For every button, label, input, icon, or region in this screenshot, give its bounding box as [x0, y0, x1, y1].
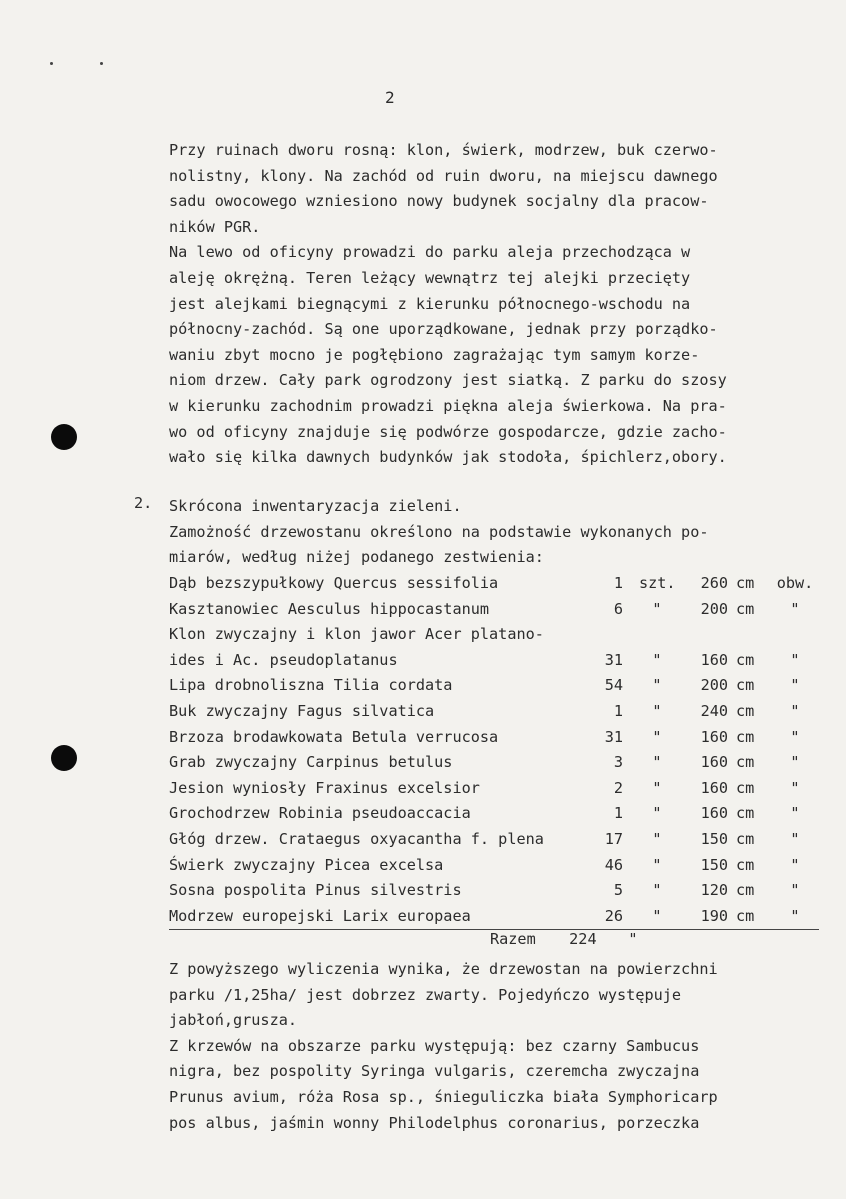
- text-line: waniu zbyt mocno je pogłębiono zagrażając tym samym korze-: [169, 345, 700, 364]
- text-line: niom drzew. Cały park ogrodzony jest siatką. Z parku do szosy: [169, 371, 727, 390]
- girth-unit: cm: [736, 727, 755, 746]
- tree-count: 54: [604, 676, 623, 695]
- girth-value: 160: [700, 650, 728, 669]
- girth-value: 160: [700, 804, 728, 823]
- species-name: Dąb bezszypułkowy Quercus sessifolia: [169, 574, 499, 592]
- count-unit: ": [652, 676, 662, 695]
- girth-suffix: ": [790, 650, 800, 669]
- girth-value: 160: [700, 727, 728, 746]
- girth-unit: cm: [736, 753, 755, 772]
- girth-value: 200: [700, 676, 728, 695]
- section-title: Skrócona inwentaryzacja zieleni.: [169, 497, 462, 515]
- table-row: [169, 827, 819, 853]
- text-line: w kierunku zachodnim prowadzi piękna aleja świerkowa. Na pra-: [169, 396, 727, 415]
- girth-suffix: ": [790, 804, 800, 823]
- count-unit: ": [652, 753, 662, 772]
- girth-unit: cm: [736, 829, 755, 848]
- text-line: Przy ruinach dworu rosną: klon, świerk, modrzew, buk czerwo-: [169, 141, 718, 159]
- inventory-table: [169, 571, 819, 930]
- girth-value: 200: [700, 599, 728, 618]
- girth-value: 160: [700, 778, 728, 797]
- girth-suffix: ": [790, 881, 800, 900]
- paper-speck: [50, 62, 53, 65]
- text-line: sadu owocowego wzniesiono nowy budynek socjalny dla pracow-: [169, 192, 709, 211]
- text-line: nigra, bez pospolity Syringa vulgaris, czeremcha zwyczajna: [169, 1062, 700, 1081]
- table-row: [169, 699, 819, 725]
- species-name: Jesion wyniosły Fraxinus excelsior: [169, 778, 480, 797]
- text-line: wało się kilka dawnych budynków jak stodoła, śpichlerz,obory.: [169, 448, 727, 467]
- girth-suffix: ": [790, 778, 800, 797]
- section-heading-block: [169, 494, 809, 571]
- girth-value: 260: [700, 574, 728, 592]
- girth-value: 190: [700, 906, 728, 925]
- girth-value: 240: [700, 701, 728, 720]
- girth-unit: cm: [736, 855, 755, 874]
- table-row: [169, 878, 819, 904]
- species-name: ides i Ac. pseudoplatanus: [169, 650, 398, 669]
- table-row: [169, 801, 819, 827]
- section-intro-line-1: Zamożność drzewostanu określono na podstawie wykonanych po-: [169, 522, 709, 541]
- paragraph-estate-description: [169, 138, 809, 471]
- girth-suffix: ": [790, 599, 800, 618]
- text-line: Z powyższego wyliczenia wynika, że drzewostan na powierzchni: [169, 960, 718, 978]
- species-name: Brzoza brodawkowata Betula verrucosa: [169, 727, 499, 746]
- girth-unit: cm: [736, 778, 755, 797]
- count-unit: szt.: [639, 574, 676, 592]
- species-name: Modrzew europejski Larix europaea: [169, 906, 471, 925]
- species-name: Głóg drzew. Crataegus oxyacantha f. plena: [169, 829, 544, 848]
- text-line: Na lewo od oficyny prowadzi do parku aleja przechodząca w: [169, 243, 691, 262]
- girth-unit: cm: [736, 676, 755, 695]
- text-line: pos albus, jaśmin wonny Philodelphus coronarius, porzeczka: [169, 1113, 700, 1132]
- text-line: Z krzewów na obszarze parku występują: bez czarny Sambucus: [169, 1036, 700, 1055]
- girth-unit: cm: [736, 599, 755, 618]
- total-unit: ": [628, 930, 638, 948]
- table-row: [169, 597, 819, 623]
- tree-count: 1: [613, 574, 623, 592]
- total-value: 224: [569, 930, 597, 948]
- girth-value: 120: [700, 881, 728, 900]
- tree-count: 46: [604, 855, 623, 874]
- tree-count: 3: [613, 753, 623, 772]
- paper-speck: [100, 62, 103, 65]
- girth-suffix: obw.: [776, 574, 814, 592]
- species-name: Sosna pospolita Pinus silvestris: [169, 881, 462, 900]
- punch-hole-top: [51, 424, 77, 450]
- girth-unit: cm: [736, 650, 755, 669]
- table-row: [169, 571, 819, 597]
- girth-unit: cm: [736, 804, 755, 823]
- table-row: [169, 776, 819, 802]
- paragraph-shrubs: [169, 957, 809, 1136]
- girth-suffix: ": [790, 727, 800, 746]
- girth-suffix: ": [790, 829, 800, 848]
- species-name: Kasztanowiec Aesculus hippocastanum: [169, 599, 490, 618]
- tree-count: 17: [604, 829, 623, 848]
- count-unit: ": [652, 599, 662, 618]
- girth-unit: cm: [736, 574, 755, 592]
- punch-hole-bottom: [51, 745, 77, 771]
- table-row: [169, 750, 819, 776]
- count-unit: ": [652, 727, 662, 746]
- text-line: jabłoń,grusza.: [169, 1011, 298, 1030]
- inventory-total: [490, 930, 637, 948]
- tree-count: 1: [613, 701, 623, 720]
- text-line: Prunus avium, róża Rosa sp., śnieguliczka biała Symphoricarp: [169, 1087, 718, 1106]
- text-line: wo od oficyny znajduje się podwórze gospodarcze, gdzie zacho-: [169, 422, 727, 441]
- count-unit: ": [652, 855, 662, 874]
- count-unit: ": [652, 778, 662, 797]
- girth-unit: cm: [736, 701, 755, 720]
- tree-count: 5: [613, 881, 623, 900]
- text-line: jest alejkami biegnącymi z kierunku północnego-wschodu na: [169, 294, 691, 313]
- species-name: Buk zwyczajny Fagus silvatica: [169, 701, 435, 720]
- girth-suffix: ": [790, 701, 800, 720]
- tree-count: 31: [604, 650, 623, 669]
- girth-unit: cm: [736, 881, 755, 900]
- species-name: Lipa drobnoliszna Tilia cordata: [169, 676, 453, 695]
- table-row: [169, 853, 819, 879]
- table-row: [169, 725, 819, 751]
- table-row: [169, 904, 819, 931]
- count-unit: ": [652, 906, 662, 925]
- count-unit: ": [652, 650, 662, 669]
- page-number: 2: [385, 88, 395, 107]
- section-number: 2.: [134, 494, 153, 512]
- tree-count: 31: [604, 727, 623, 746]
- tree-count: 1: [613, 804, 623, 823]
- table-row: [169, 648, 819, 674]
- count-unit: ": [652, 829, 662, 848]
- text-line: ników PGR.: [169, 217, 261, 236]
- table-row: [169, 622, 819, 648]
- girth-suffix: ": [790, 855, 800, 874]
- girth-suffix: ": [790, 906, 800, 925]
- girth-suffix: ": [790, 676, 800, 695]
- girth-unit: cm: [736, 906, 755, 925]
- count-unit: ": [652, 701, 662, 720]
- species-name: Grab zwyczajny Carpinus betulus: [169, 753, 453, 772]
- text-line: aleję okrężną. Teren leżący wewnątrz tej alejki przecięty: [169, 268, 691, 287]
- text-line: parku /1,25ha/ jest dobrzez zwarty. Pojedyńczo występuje: [169, 985, 682, 1004]
- tree-count: 6: [613, 599, 623, 618]
- text-line: północny-zachód. Są one uporządkowane, jednak przy porządko-: [169, 320, 718, 339]
- girth-suffix: ": [790, 753, 800, 772]
- count-unit: ": [652, 804, 662, 823]
- species-name: Świerk zwyczajny Picea excelsa: [169, 855, 444, 874]
- species-name: Grochodrzew Robinia pseudoaccacia: [169, 804, 471, 823]
- section-intro-line-2: miarów, według niżej podanego zestwienia:: [169, 548, 544, 567]
- girth-value: 160: [700, 753, 728, 772]
- total-label: Razem: [490, 930, 536, 948]
- tree-count: 2: [613, 778, 623, 797]
- text-line: nolistny, klony. Na zachód od ruin dworu, na miejscu dawnego: [169, 166, 718, 185]
- species-name: Klon zwyczajny i klon jawor Acer platano-: [169, 625, 544, 644]
- girth-value: 150: [700, 855, 728, 874]
- count-unit: ": [652, 881, 662, 900]
- table-row: [169, 673, 819, 699]
- girth-value: 150: [700, 829, 728, 848]
- tree-count: 26: [604, 906, 623, 925]
